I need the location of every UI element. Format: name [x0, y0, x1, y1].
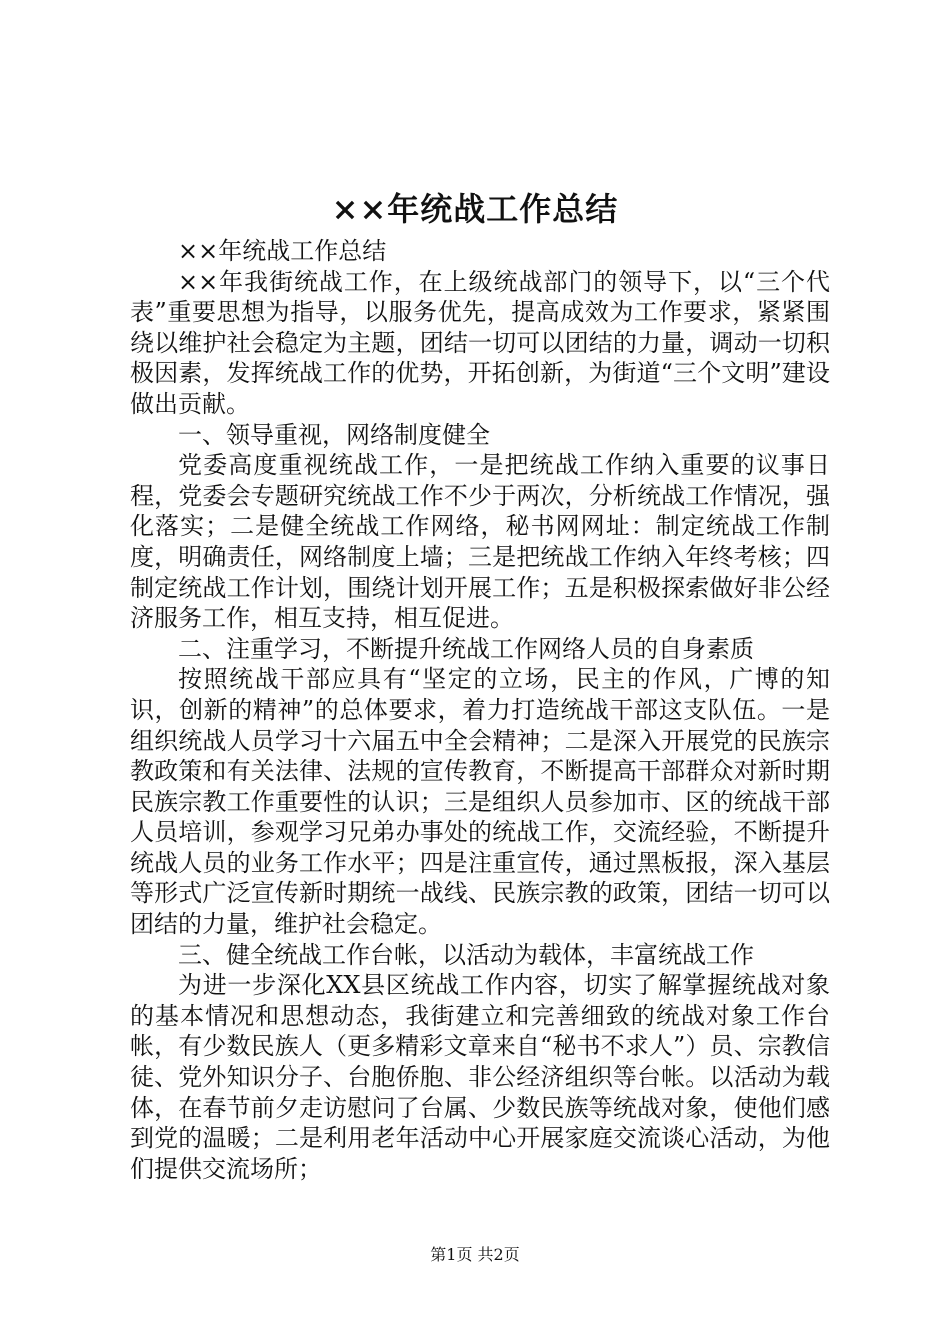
section-heading-1: 一、领导重视，网络制度健全 — [178, 420, 490, 449]
paragraph-section-3: 为进一步深化XX县区统战工作内容，切实了解掌握统战对象的基本情况和思想动态，我街建立和完善细致的统战对象工作台帐，有少数民族人（更多精彩文章来自“秘书不求人”）员、宗教信徒、党外知识分子、台胞侨胞、非公经济组织等台帐。以活动为载体，在春节前夕走访慰问了台属、少数民族等统战对象，使他们感到党的温暖；二是利用老年活动中心开展家庭交流谈心活动，为他们提供交流场所； — [130, 971, 830, 1183]
document-body — [130, 236, 830, 1184]
paragraph-section-2: 按照统战干部应具有“坚定的立场，民主的作风，广博的知识，创新的精神”的总体要求，着力打造统战干部这支队伍。一是组织统战人员学习十六届五中全会精神；二是深入开展党的民族宗教政策和有关法律、法规的宣传教育，不断提高干部群众对新时期民族宗教工作重要性的认识；三是组织人员参加市、区的统战干部人员培训，参观学习兄弟办事处的统战工作，交流经验，不断提升统战人员的业务工作水平；四是注重宣传，通过黑板报，深入基层等形式广泛宣传新时期统一战线、民族宗教的政策，团结一切可以团结的力量，维护社会稳定。 — [130, 665, 830, 939]
document-title: ××年统战工作总结 — [331, 190, 619, 228]
page-footer: 第1页 共2页 — [430, 1245, 520, 1264]
paragraph-subtitle: ××年统战工作总结 — [178, 237, 387, 265]
paragraph-section-1: 党委高度重视统战工作，一是把统战工作纳入重要的议事日程，党委会专题研究统战工作不少于两次，分析统战工作情况，强化落实；二是健全统战工作网络，秘书网网址：制定统战工作制度，明确责任，网络制度上墙；三是把统战工作纳入年终考核；四制定统战工作计划，围绕计划开展工作；五是积极探索做好非公经济服务工作，相互支持，相互促进。 — [130, 451, 830, 633]
section-heading-2: 二、注重学习，不断提升统战工作网络人员的自身素质 — [178, 634, 754, 663]
paragraph-intro: ××年我街统战工作，在上级统战部门的领导下，以“三个代表”重要思想为指导，以服务优先，提高成效为工作要求，紧紧围绕以维护社会稳定为主题，团结一切可以团结的力量，调动一切积极因素，发挥统战工作的优势，开拓创新，为街道“三个文明”建设做出贡献。 — [130, 267, 830, 418]
section-heading-3: 三、健全统战工作台帐，以活动为载体，丰富统战工作 — [178, 940, 754, 969]
